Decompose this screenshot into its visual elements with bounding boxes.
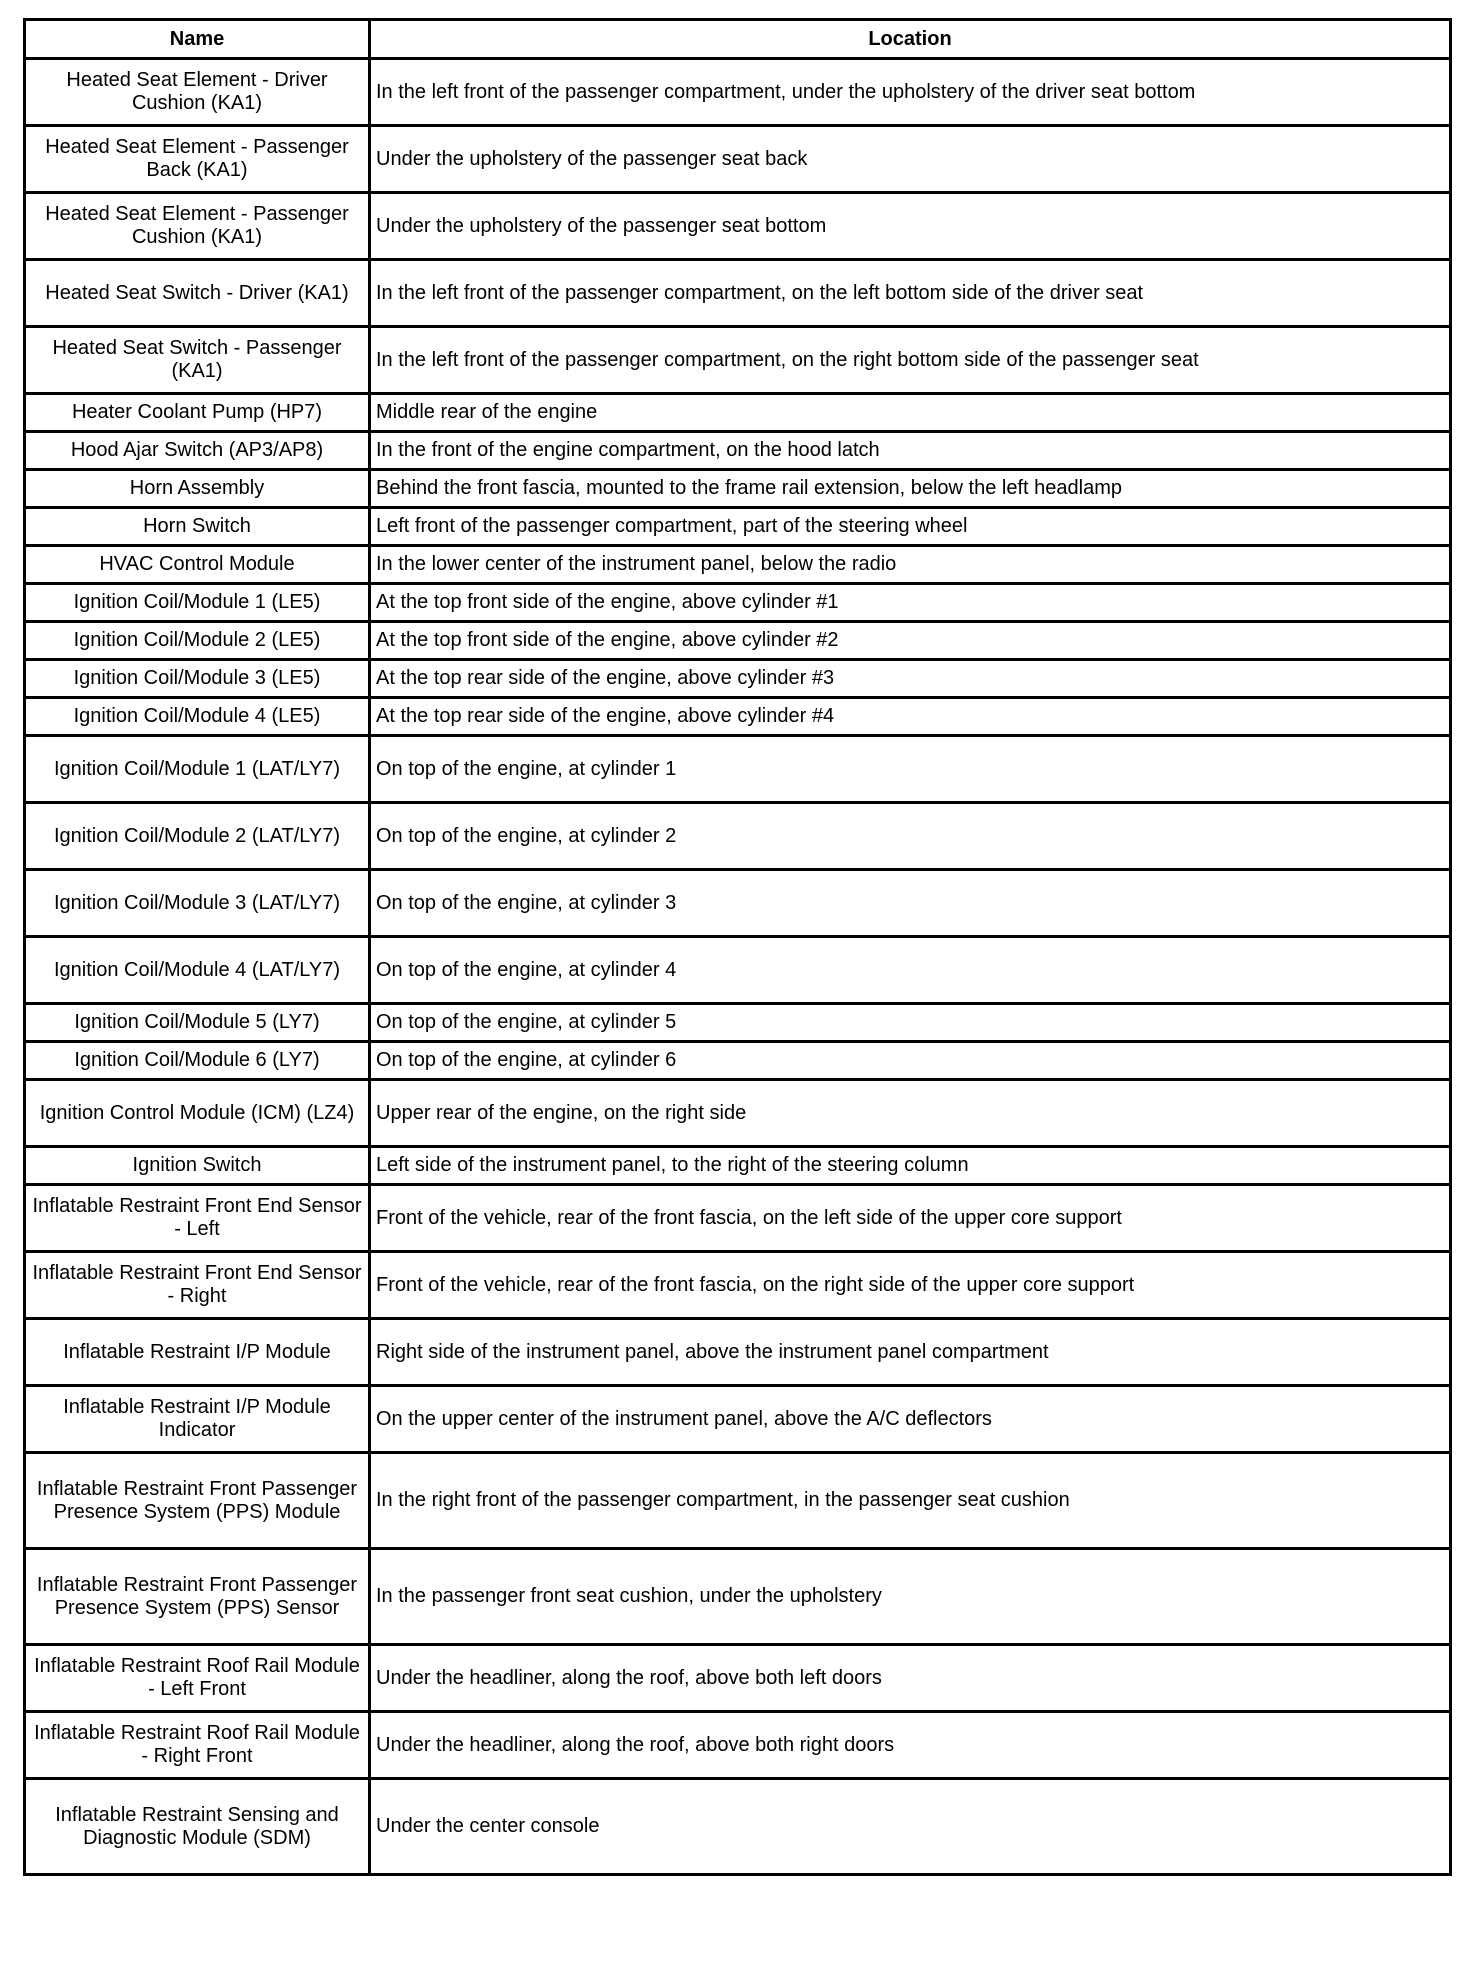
component-name-cell: Ignition Switch bbox=[25, 1147, 370, 1185]
table-row bbox=[25, 1453, 1451, 1549]
component-name-cell: Ignition Coil/Module 4 (LE5) bbox=[25, 698, 370, 736]
component-location-cell: Front of the vehicle, rear of the front fascia, on the left side of the upper core support bbox=[370, 1185, 1451, 1252]
component-location-cell: Left front of the passenger compartment, part of the steering wheel bbox=[370, 508, 1451, 546]
component-location-cell: At the top rear side of the engine, above cylinder #4 bbox=[370, 698, 1451, 736]
table-row bbox=[25, 698, 1451, 736]
component-location-cell: Under the upholstery of the passenger seat back bbox=[370, 126, 1451, 193]
component-location-cell: In the left front of the passenger compartment, on the left bottom side of the driver seat bbox=[370, 260, 1451, 327]
component-name-cell: HVAC Control Module bbox=[25, 546, 370, 584]
table-row bbox=[25, 394, 1451, 432]
component-location-cell: On top of the engine, at cylinder 6 bbox=[370, 1042, 1451, 1080]
component-location-cell: At the top rear side of the engine, above cylinder #3 bbox=[370, 660, 1451, 698]
component-location-cell: On top of the engine, at cylinder 4 bbox=[370, 937, 1451, 1004]
table-row bbox=[25, 803, 1451, 870]
table-row bbox=[25, 1042, 1451, 1080]
table-row bbox=[25, 736, 1451, 803]
component-location-cell: On the upper center of the instrument panel, above the A/C deflectors bbox=[370, 1386, 1451, 1453]
component-name-cell: Ignition Coil/Module 5 (LY7) bbox=[25, 1004, 370, 1042]
component-location-cell: In the lower center of the instrument panel, below the radio bbox=[370, 546, 1451, 584]
component-name-cell: Hood Ajar Switch (AP3/AP8) bbox=[25, 432, 370, 470]
component-location-cell: On top of the engine, at cylinder 2 bbox=[370, 803, 1451, 870]
table-row bbox=[25, 1549, 1451, 1645]
table-row bbox=[25, 937, 1451, 1004]
table-row bbox=[25, 660, 1451, 698]
component-location-cell: Front of the vehicle, rear of the front fascia, on the right side of the upper core support bbox=[370, 1252, 1451, 1319]
component-name-cell: Heated Seat Switch - Driver (KA1) bbox=[25, 260, 370, 327]
component-location-cell: On top of the engine, at cylinder 1 bbox=[370, 736, 1451, 803]
table-header-row bbox=[25, 20, 1451, 59]
component-name-cell: Ignition Coil/Module 3 (LE5) bbox=[25, 660, 370, 698]
component-name-cell: Ignition Coil/Module 2 (LE5) bbox=[25, 622, 370, 660]
table-row bbox=[25, 193, 1451, 260]
table-row bbox=[25, 622, 1451, 660]
component-name-cell: Heated Seat Element - Passenger Cushion (KA1) bbox=[25, 193, 370, 260]
component-location-cell: Upper rear of the engine, on the right side bbox=[370, 1080, 1451, 1147]
component-name-cell: Ignition Coil/Module 4 (LAT/LY7) bbox=[25, 937, 370, 1004]
component-name-cell: Inflatable Restraint Front Passenger Presence System (PPS) Module bbox=[25, 1453, 370, 1549]
table-row bbox=[25, 1147, 1451, 1185]
component-name-cell: Heated Seat Switch - Passenger (KA1) bbox=[25, 327, 370, 394]
component-name-cell: Ignition Control Module (ICM) (LZ4) bbox=[25, 1080, 370, 1147]
component-name-cell: Horn Assembly bbox=[25, 470, 370, 508]
table-row bbox=[25, 1712, 1451, 1779]
table-row bbox=[25, 1252, 1451, 1319]
table-row bbox=[25, 1319, 1451, 1386]
component-location-cell: Under the headliner, along the roof, above both left doors bbox=[370, 1645, 1451, 1712]
component-name-cell: Inflatable Restraint Roof Rail Module - Left Front bbox=[25, 1645, 370, 1712]
component-location-cell: Middle rear of the engine bbox=[370, 394, 1451, 432]
component-location-cell: In the left front of the passenger compartment, on the right bottom side of the passenger seat bbox=[370, 327, 1451, 394]
table-row bbox=[25, 470, 1451, 508]
component-location-cell: In the right front of the passenger compartment, in the passenger seat cushion bbox=[370, 1453, 1451, 1549]
table-body bbox=[25, 59, 1451, 1875]
component-name-cell: Inflatable Restraint Roof Rail Module - Right Front bbox=[25, 1712, 370, 1779]
component-name-cell: Ignition Coil/Module 3 (LAT/LY7) bbox=[25, 870, 370, 937]
table-row bbox=[25, 1080, 1451, 1147]
table-row bbox=[25, 126, 1451, 193]
component-name-cell: Inflatable Restraint I/P Module Indicator bbox=[25, 1386, 370, 1453]
table-row bbox=[25, 327, 1451, 394]
component-name-cell: Inflatable Restraint I/P Module bbox=[25, 1319, 370, 1386]
component-location-cell: Under the headliner, along the roof, above both right doors bbox=[370, 1712, 1451, 1779]
component-location-cell: At the top front side of the engine, above cylinder #2 bbox=[370, 622, 1451, 660]
component-name-cell: Heated Seat Element - Driver Cushion (KA1) bbox=[25, 59, 370, 126]
table-row bbox=[25, 546, 1451, 584]
component-name-cell: Inflatable Restraint Sensing and Diagnostic Module (SDM) bbox=[25, 1779, 370, 1875]
component-location-cell: Behind the front fascia, mounted to the frame rail extension, below the left headlamp bbox=[370, 470, 1451, 508]
component-location-cell: In the left front of the passenger compartment, under the upholstery of the driver seat bottom bbox=[370, 59, 1451, 126]
component-name-cell: Heated Seat Element - Passenger Back (KA1) bbox=[25, 126, 370, 193]
component-name-cell: Ignition Coil/Module 1 (LE5) bbox=[25, 584, 370, 622]
table-row bbox=[25, 432, 1451, 470]
component-name-cell: Horn Switch bbox=[25, 508, 370, 546]
table-row bbox=[25, 870, 1451, 937]
table-row bbox=[25, 260, 1451, 327]
column-header-name: Name bbox=[25, 20, 370, 59]
component-name-cell: Inflatable Restraint Front End Sensor - Left bbox=[25, 1185, 370, 1252]
component-location-cell: Under the upholstery of the passenger seat bottom bbox=[370, 193, 1451, 260]
component-name-cell: Inflatable Restraint Front Passenger Presence System (PPS) Sensor bbox=[25, 1549, 370, 1645]
table-row bbox=[25, 584, 1451, 622]
component-name-cell: Ignition Coil/Module 6 (LY7) bbox=[25, 1042, 370, 1080]
column-header-location: Location bbox=[370, 20, 1451, 59]
component-name-cell: Ignition Coil/Module 1 (LAT/LY7) bbox=[25, 736, 370, 803]
table-row bbox=[25, 508, 1451, 546]
component-location-cell: At the top front side of the engine, above cylinder #1 bbox=[370, 584, 1451, 622]
component-location-cell: Right side of the instrument panel, above the instrument panel compartment bbox=[370, 1319, 1451, 1386]
table-row bbox=[25, 1004, 1451, 1042]
table-row bbox=[25, 1386, 1451, 1453]
table-row bbox=[25, 1779, 1451, 1875]
component-location-table bbox=[23, 18, 1452, 1876]
component-name-cell: Heater Coolant Pump (HP7) bbox=[25, 394, 370, 432]
component-name-cell: Inflatable Restraint Front End Sensor - Right bbox=[25, 1252, 370, 1319]
table-row bbox=[25, 1645, 1451, 1712]
table-row bbox=[25, 1185, 1451, 1252]
table-row bbox=[25, 59, 1451, 126]
component-location-cell: Under the center console bbox=[370, 1779, 1451, 1875]
component-location-cell: On top of the engine, at cylinder 5 bbox=[370, 1004, 1451, 1042]
component-location-cell: In the front of the engine compartment, on the hood latch bbox=[370, 432, 1451, 470]
component-location-cell: Left side of the instrument panel, to the right of the steering column bbox=[370, 1147, 1451, 1185]
component-name-cell: Ignition Coil/Module 2 (LAT/LY7) bbox=[25, 803, 370, 870]
component-location-cell: In the passenger front seat cushion, under the upholstery bbox=[370, 1549, 1451, 1645]
component-location-cell: On top of the engine, at cylinder 3 bbox=[370, 870, 1451, 937]
